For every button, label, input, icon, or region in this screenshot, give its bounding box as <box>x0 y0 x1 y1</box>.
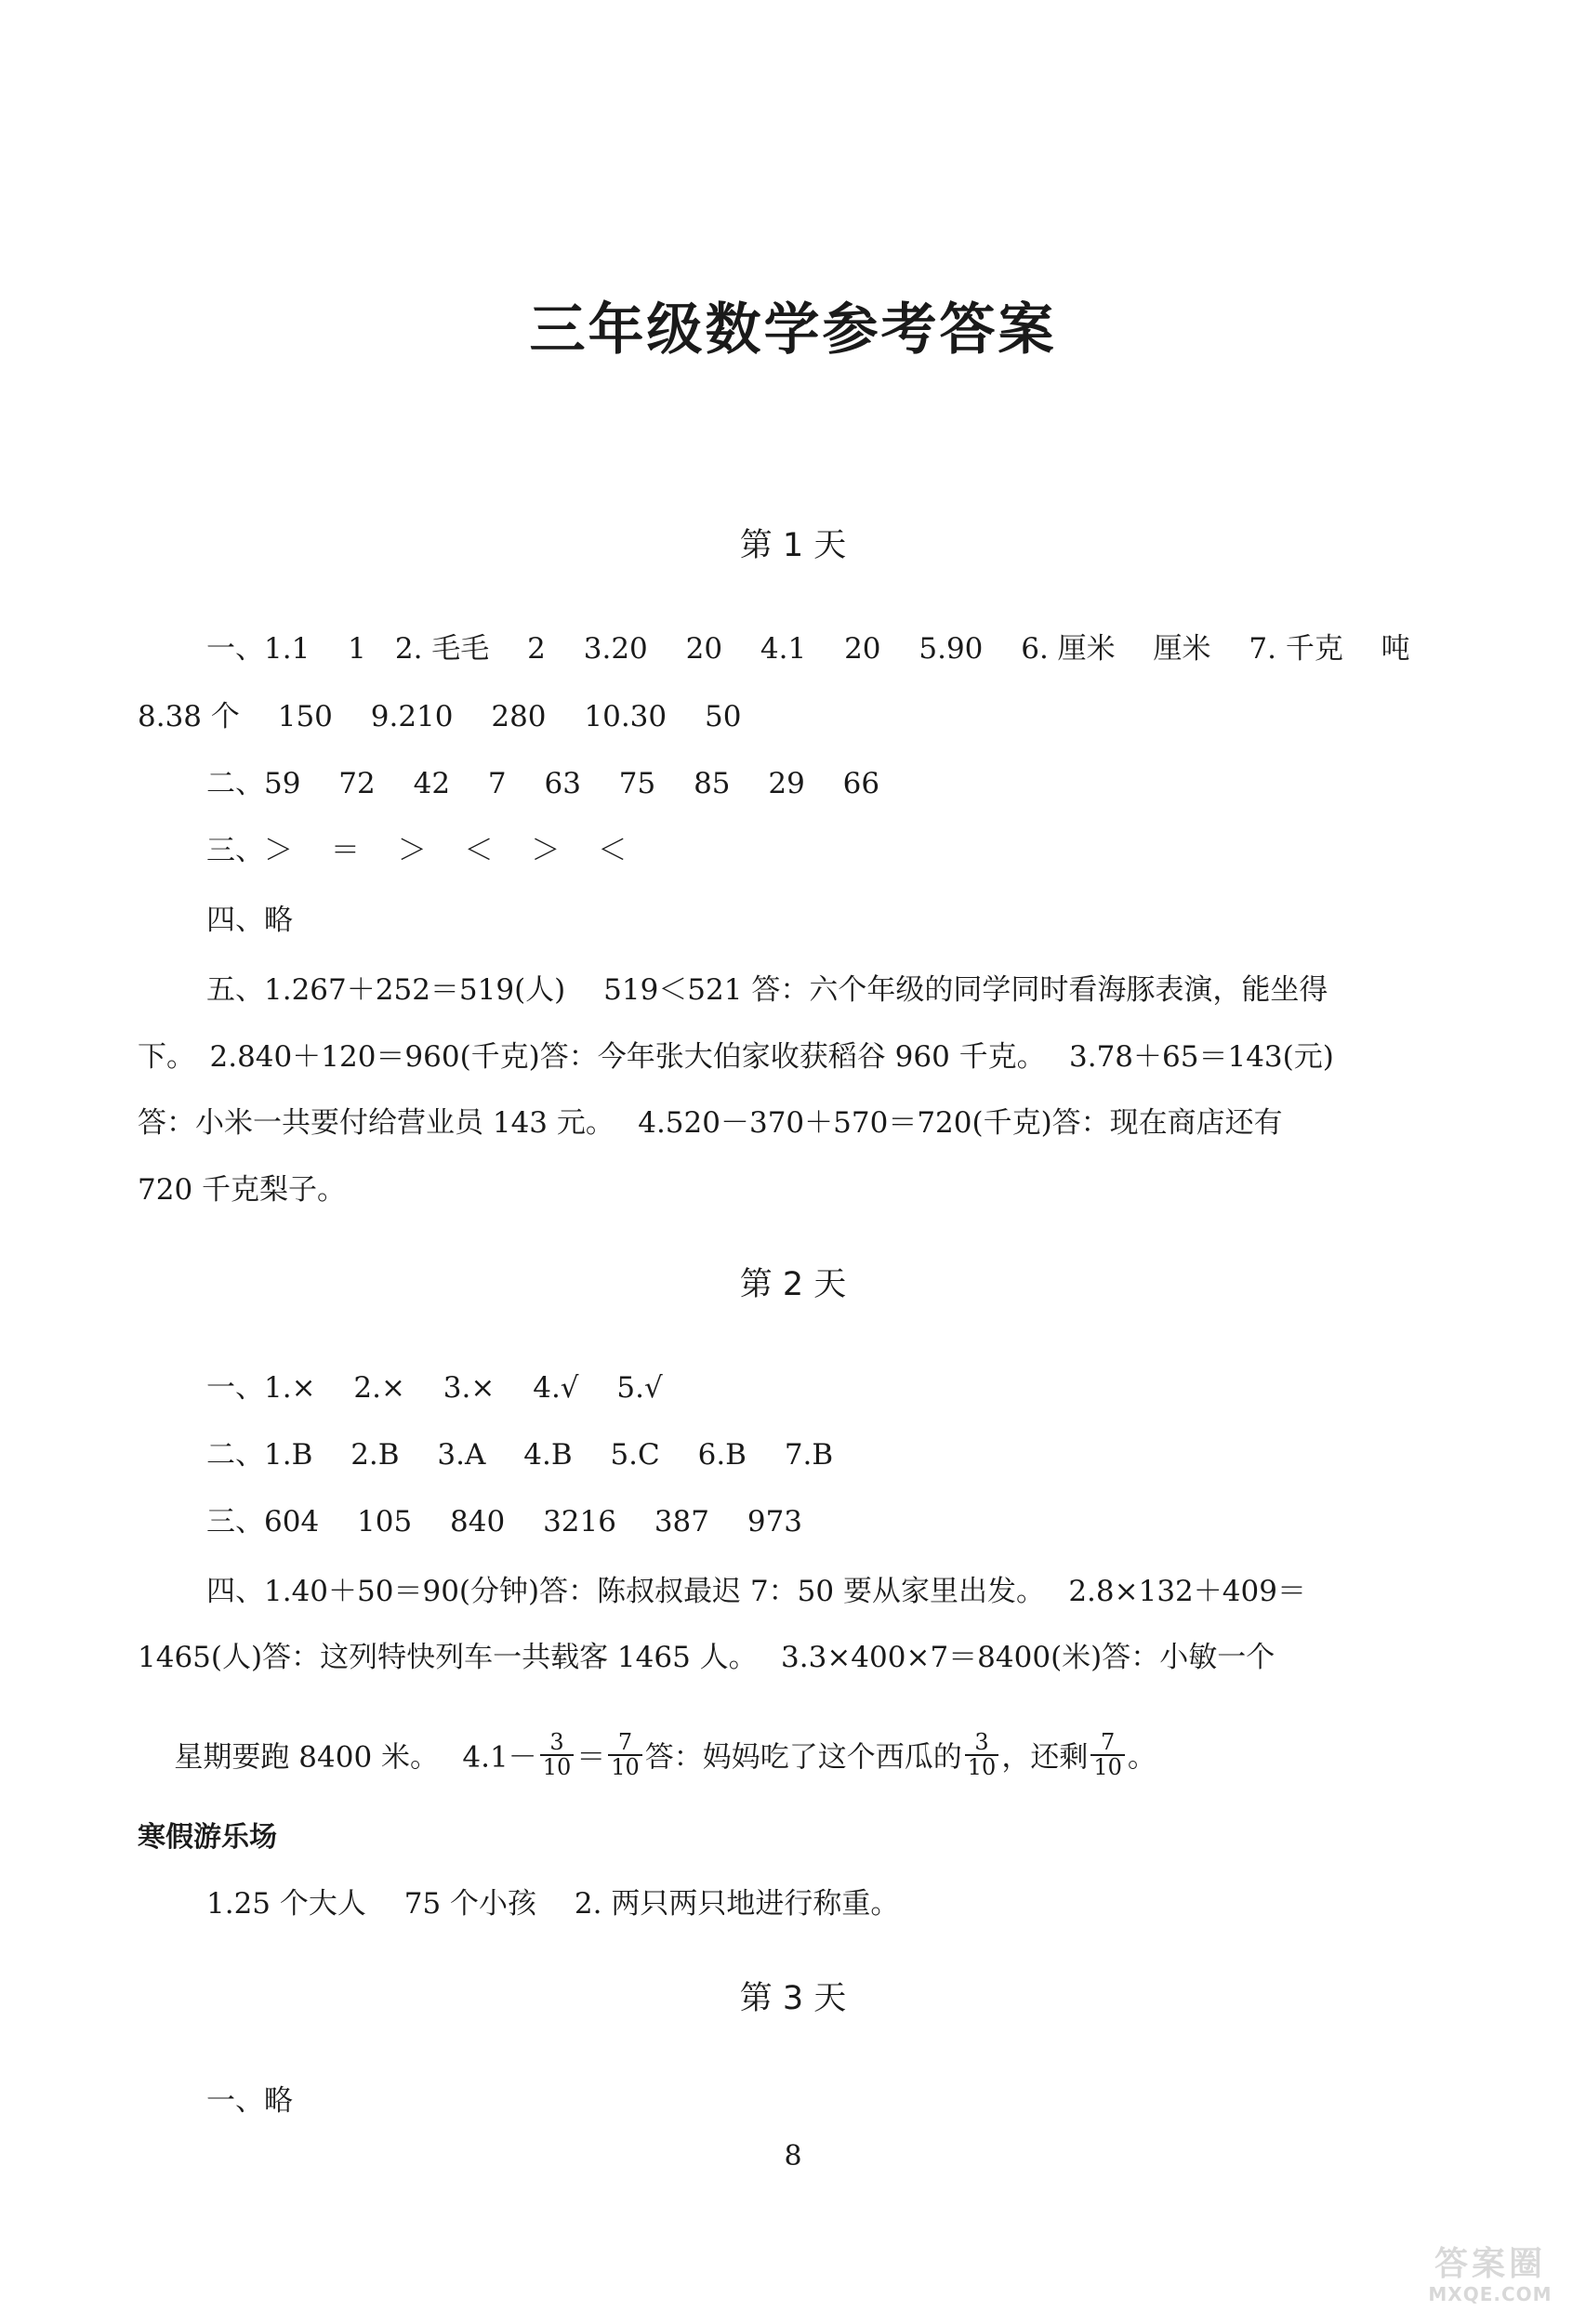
fraction-denominator: 10 <box>542 1754 572 1781</box>
fraction-line-part-5: 。 <box>1127 1740 1156 1775</box>
day-1-line-3: 二、59 72 42 7 63 75 85 29 66 <box>206 767 880 800</box>
fraction-numerator: 3 <box>540 1731 575 1756</box>
fraction-line-part-2: ＝ <box>576 1740 606 1775</box>
fraction-7-10-b <box>1090 1731 1125 1779</box>
fraction-7-10-a <box>608 1731 642 1779</box>
fraction-3-10-b <box>965 1731 999 1779</box>
holiday-playground-line: 1.25 个大人 75 个小孩 2. 两只两只地进行称重。 <box>206 1887 900 1921</box>
fraction-numerator: 7 <box>1090 1731 1125 1756</box>
day-1-line-5: 四、略 <box>206 904 293 937</box>
fraction-3-10-a <box>540 1731 575 1779</box>
day-1-line-8: 答：小米一共要付给营业员 143 元。 4.520－370＋570＝720(千克)答：现在商店还有 <box>138 1106 1283 1140</box>
watermark-logo <box>1411 2246 1569 2311</box>
day-3-heading: 第 3 天 <box>739 1980 847 2017</box>
day-2-line-4: 四、1.40＋50＝90(分钟)答：陈叔叔最迟 7：50 要从家里出发。 2.8×132＋409＝ <box>206 1575 1306 1608</box>
day-2-line-5: 1465(人)答：这列特快列车一共载客 1465 人。 3.3×400×7＝8400(米)答：小敏一个 <box>138 1641 1275 1674</box>
page-title: 三年级数学参考答案 <box>529 297 1057 363</box>
fraction-line-part-4: ，还剩 <box>1001 1740 1089 1775</box>
day-1-line-4: 三、＞ ＝ ＞ ＜ ＞ ＜ <box>206 834 628 867</box>
day-1-line-6: 五、1.267＋252＝519(人) 519＜521 答：六个年级的同学同时看海豚表演，能坐得 <box>206 973 1328 1007</box>
day-1-heading: 第 1 天 <box>739 527 847 564</box>
day-2-line-2: 二、1.B 2.B 3.A 4.B 5.C 6.B 7.B <box>206 1438 834 1472</box>
fraction-numerator: 7 <box>608 1731 642 1756</box>
day-2-line-3: 三、604 105 840 3216 387 973 <box>206 1505 803 1538</box>
watermark-text-top: 答案圈 <box>1434 2245 1546 2283</box>
day-2-line-6-with-fractions <box>138 1706 1156 1812</box>
day-1-line-1: 一、1.1 1 2. 毛毛 2 3.20 20 4.1 20 5.90 6. 厘米 厘米 7. 千克 吨 <box>206 632 1410 666</box>
fraction-denominator: 10 <box>611 1754 640 1781</box>
day-2-line-1: 一、1.× 2.× 3.× 4.√ 5.√ <box>206 1371 663 1405</box>
day-1-line-2: 8.38 个 150 9.210 280 10.30 50 <box>138 700 742 733</box>
day-2-heading: 第 2 天 <box>739 1266 847 1303</box>
fraction-line-part-1: 星期要跑 8400 米。 4.1－ <box>174 1740 537 1775</box>
watermark-text-bottom: MXQE.COM <box>1428 2283 1553 2305</box>
fraction-denominator: 10 <box>1093 1754 1122 1781</box>
day-1-line-9: 720 千克梨子。 <box>138 1173 347 1207</box>
day-1-line-7: 下。 2.840＋120＝960(千克)答：今年张大伯家收获稻谷 960 千克。 3.78＋65＝143(元) <box>138 1040 1334 1074</box>
fraction-numerator: 3 <box>965 1731 999 1756</box>
day-3-line-1: 一、略 <box>206 2084 293 2118</box>
page-number: 8 <box>784 2140 802 2172</box>
section-title-holiday-playground: 寒假游乐场 <box>138 1821 277 1854</box>
fraction-denominator: 10 <box>967 1754 997 1781</box>
fraction-line-part-3: 答：妈妈吃了这个西瓜的 <box>644 1740 962 1775</box>
